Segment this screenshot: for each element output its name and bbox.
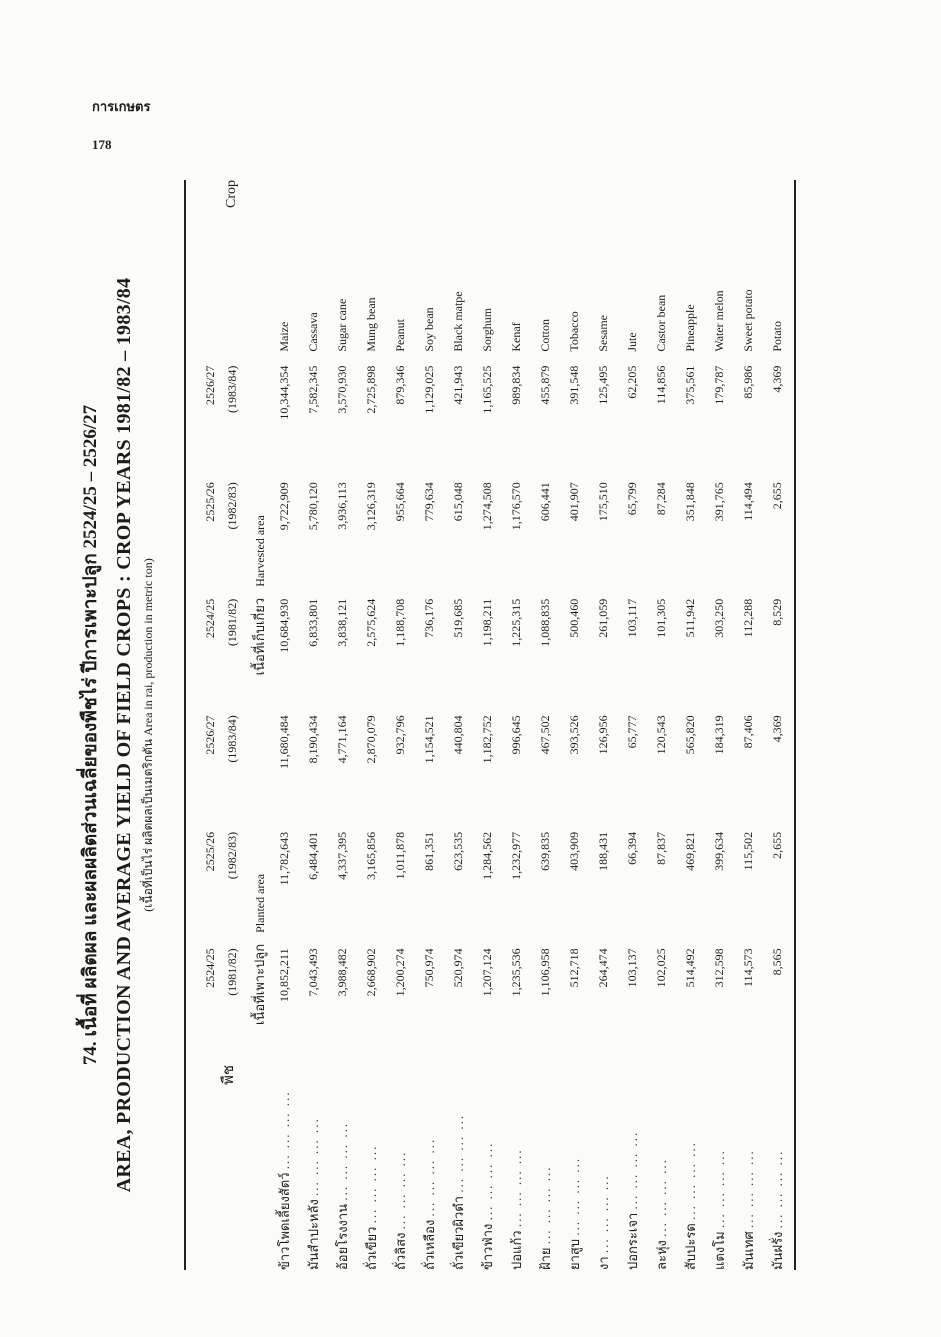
leader-dots: ... ... ... ... [509, 1148, 524, 1228]
planted-area-cell: 10,852,211 [277, 948, 291, 1002]
table-row [705, 180, 734, 1270]
crop-name-thai [502, 1065, 531, 1270]
crop-name-english: Black matpe [451, 291, 465, 352]
harvested-area-cell: 3,570,930 [335, 365, 349, 414]
harvested-area-cell: 511,942 [683, 598, 697, 638]
harvested-area-cell: 3,126,319 [364, 482, 378, 531]
harvested-area-cell: 303,250 [712, 598, 726, 638]
table-bottom-rule [794, 180, 796, 1270]
planted-area-cell: 126,956 [596, 715, 610, 755]
leader-dots: ... ... ... ... [306, 1117, 321, 1196]
harvested-label-english: Harvested area [253, 515, 267, 587]
leader-dots: ... ... ... ... [480, 1141, 495, 1221]
harvested-area-cell: 8,529 [770, 598, 784, 626]
harvested-area-cell: 1,088,835 [538, 598, 552, 647]
harvested-area-cell: 1,198,211 [480, 598, 494, 647]
crop-name-thai-text: มันฝรั่ง [770, 1231, 785, 1270]
harvested-area-cell: 736,176 [422, 598, 436, 638]
table-row [676, 180, 705, 1270]
harvested-label-thai: เนื้อที่เก็บเกี่ยว [252, 597, 267, 676]
table-row [734, 180, 763, 1270]
crop-name-thai [589, 1065, 618, 1270]
planted-area-cell: 403,909 [567, 831, 581, 871]
table-row [531, 180, 560, 1270]
harvested-area-cell: 615,048 [451, 482, 465, 522]
planted-label-english: Planted area [253, 873, 267, 933]
harvested-area-cell: 5,780,120 [306, 482, 320, 531]
crop-name-english: Cassava [306, 312, 320, 352]
harvested-area-cell: 500,460 [567, 598, 581, 638]
harvested-area-cell: 519,685 [451, 598, 465, 638]
crop-name-thai-text: ถั่วเขียว [364, 1226, 379, 1270]
crop-name-thai [763, 1065, 792, 1270]
planted-area-cell: 115,502 [741, 831, 755, 871]
crop-name-thai-text: ละหุ่ง [654, 1240, 669, 1270]
harvested-area-cell: 779,634 [422, 482, 436, 522]
harvested-area-cell: 114,494 [741, 482, 755, 521]
crop-name-thai-text: งา [596, 1256, 611, 1270]
leader-dots: ... ... ... ... [567, 1156, 582, 1236]
planted-area-cell: 861,351 [422, 831, 436, 871]
table-row [444, 180, 473, 1270]
harvested-area-cell: 351,848 [683, 482, 697, 522]
planted-area-cell: 114,573 [741, 948, 755, 987]
planted-area-cell: 514,492 [683, 948, 697, 988]
harvested-area-cell: 1,188,708 [393, 598, 407, 647]
harvested-area-cell: 7,582,345 [306, 365, 320, 414]
harvested-area-cell: 62,205 [625, 365, 639, 399]
group-label-row [240, 180, 270, 1270]
planted-area-cell: 1,182,752 [480, 715, 494, 764]
crop-name-thai [444, 1065, 473, 1270]
crop-name-thai [531, 1065, 560, 1270]
title-thai: 74. เนื้อที่ ผลิตผล และผลผลิตส่วนเฉลี่ยของพืชไร่ ปีการเพาะปลูก 2524/25 – 2526/27 [80, 404, 101, 1066]
planted-area-cell: 623,535 [451, 831, 465, 871]
planted-area-cell: 1,154,521 [422, 715, 436, 764]
planted-area-cell: 87,406 [741, 715, 755, 749]
crop-name-thai [299, 1065, 328, 1270]
leader-dots: ... ... ... ... [654, 1158, 669, 1237]
title-english: AREA, PRODUCTION AND AVERAGE YIELD OF FIELD CROPS : CROP YEARS 1981/82 – 1983/84 [113, 277, 135, 1193]
planted-area-cell: 87,837 [654, 831, 668, 865]
harvested-area-cell: 375,561 [683, 365, 697, 405]
crop-header-thai: พืช [221, 1064, 237, 1086]
planted-area-cell: 1,106,958 [538, 948, 552, 997]
planted-area-cell: 520,974 [451, 948, 465, 988]
table-row [473, 180, 502, 1270]
planted-area-cell: 4,369 [770, 715, 784, 743]
planted-area-cell: 440,804 [451, 715, 465, 755]
crop-name-thai-text: มันสำปะหลัง [306, 1199, 321, 1270]
table-row [560, 180, 589, 1270]
planted-area-cell: 264,474 [596, 948, 610, 988]
harvested-area-cell: 606,441 [538, 482, 552, 522]
harvested-area-cell: 101,305 [654, 598, 668, 638]
planted-area-cell: 66,394 [625, 831, 639, 865]
year-header-en: (1981/82) [225, 598, 239, 647]
table-row [647, 180, 676, 1270]
harvested-area-label [240, 366, 270, 716]
planted-area-cell: 1,284,562 [480, 831, 494, 880]
crop-name-english: Sesame [596, 315, 610, 352]
planted-area-cell: 2,870,079 [364, 715, 378, 764]
planted-area-cell: 3,988,482 [335, 948, 349, 997]
leader-dots: ... ... ... ... [683, 1141, 698, 1220]
planted-area-cell: 1,207,124 [480, 948, 494, 997]
crop-name-english: Jute [625, 332, 639, 352]
crop-header-english: Crop [224, 180, 239, 208]
harvested-area-cell: 401,907 [567, 482, 581, 522]
table-row [299, 180, 328, 1270]
crop-name-english: Tobacco [567, 311, 581, 352]
harvested-area-cell: 421,943 [451, 365, 465, 405]
crop-name-thai [386, 1065, 415, 1270]
crop-name-english: Kenaf [509, 322, 523, 352]
crop-name-thai-text: ข้าวฟ่าง [480, 1223, 495, 1270]
planted-area-cell: 3,165,856 [364, 831, 378, 880]
crop-name-thai-text: ข้าวโพดเลี้ยงสัตว์ [277, 1172, 292, 1270]
planted-area-cell: 11,680,484 [277, 715, 291, 769]
crop-name-thai [473, 1065, 502, 1270]
crop-name-thai-text: อ้อยโรงงาน [335, 1203, 350, 1270]
harvested-area-cell: 10,344,354 [277, 365, 291, 420]
crop-name-english: Pineapple [683, 304, 697, 352]
planted-area-cell: 6,484,401 [306, 831, 320, 880]
planted-area-cell: 120,543 [654, 715, 668, 755]
leader-dots: ... ... ... ... [770, 1149, 785, 1229]
harvested-area-cell: 391,765 [712, 482, 726, 522]
planted-area-cell: 4,337,395 [335, 831, 349, 880]
harvested-area-cell: 85,986 [741, 365, 755, 399]
harvested-area-cell: 3,838,121 [335, 598, 349, 647]
table-row [502, 180, 531, 1270]
planted-area-cell: 467,502 [538, 715, 552, 755]
harvested-area-cell: 125,495 [596, 365, 610, 405]
leader-dots: ... ... ... ... [596, 1174, 611, 1254]
year-header: 2526/27 [203, 365, 217, 406]
crop-name-thai [705, 1065, 734, 1270]
crop-name-thai-text: ปอกระเจา [625, 1212, 640, 1270]
leader-dots: ... ... ... ... [422, 1137, 437, 1217]
planted-area-cell: 8,565 [770, 948, 784, 976]
leader-dots: ... ... ... ... [335, 1121, 350, 1201]
harvested-area-cell: 87,284 [654, 482, 668, 516]
planted-area-cell: 996,645 [509, 715, 523, 755]
table-top-rule [184, 180, 186, 1270]
planted-area-cell: 932,796 [393, 715, 407, 755]
leader-dots: ... ... ... ... [538, 1165, 553, 1245]
table-row [589, 180, 618, 1270]
table-row [328, 180, 357, 1270]
crop-name-english: Sugar cane [335, 298, 349, 352]
crop-name-english: Sweet potato [741, 289, 755, 352]
crop-name-thai-text: ถั่วลิสง [393, 1232, 408, 1270]
crop-name-thai [734, 1065, 763, 1270]
section-title: การเกษตร [92, 99, 151, 114]
year-header-en: (1982/83) [225, 831, 239, 880]
harvested-area-cell: 112,288 [741, 598, 755, 638]
harvested-area-cell: 179,787 [712, 365, 726, 405]
year-header-en: (1981/82) [225, 948, 239, 996]
crop-name-english: Sorghum [480, 307, 494, 352]
harvested-area-cell: 175,510 [596, 482, 610, 522]
crop-name-thai [415, 1065, 444, 1270]
harvested-area-cell: 2,575,624 [364, 598, 378, 647]
table-row [763, 180, 792, 1270]
harvested-area-cell: 391,548 [567, 365, 581, 405]
crop-name-thai [270, 1065, 299, 1270]
title-block [72, 180, 156, 1290]
table-row [415, 180, 444, 1270]
crop-name-thai-text: มันเทศ [741, 1231, 756, 1270]
planted-area-cell: 399,634 [712, 831, 726, 871]
planted-area-cell: 2,668,902 [364, 948, 378, 997]
planted-area-cell: 565,820 [683, 715, 697, 755]
crop-name-thai-text: ถั่วเขียวผิวดำ [451, 1195, 466, 1270]
crop-name-thai-text: ถั่วเหลือง [422, 1219, 437, 1270]
planted-area-cell: 4,771,164 [335, 715, 349, 764]
planted-area-cell: 7,043,493 [306, 948, 320, 997]
harvested-area-cell: 65,799 [625, 482, 639, 516]
rotated-table-page [72, 180, 812, 1290]
crop-name-english: Water melon [712, 290, 726, 352]
year-header-en: (1983/84) [225, 365, 239, 413]
year-header-en: (1983/84) [225, 715, 239, 763]
planted-area-cell: 8,190,434 [306, 715, 320, 764]
harvested-area-cell: 955,664 [393, 482, 407, 522]
harvested-area-cell: 3,936,113 [335, 482, 349, 530]
planted-area-cell: 2,655 [770, 831, 784, 859]
year-header: 2524/25 [203, 598, 217, 639]
crop-name-thai [560, 1065, 589, 1270]
harvested-area-cell: 261,059 [596, 598, 610, 638]
leader-dots: ... ... ... ... [712, 1149, 727, 1229]
table-row [270, 180, 299, 1270]
planted-area-cell: 1,011,878 [393, 831, 407, 880]
crop-name-thai [676, 1065, 705, 1270]
crop-name-thai-text: ยาสูบ [567, 1238, 582, 1270]
units-note: (เนื้อที่เป็นไร่ ผลิตผลเป็นเมตริกตัน Area in rai, production in metric ton) [141, 558, 155, 912]
crop-name-thai [328, 1065, 357, 1270]
planted-area-cell: 312,598 [712, 948, 726, 988]
crop-name-english: Cotton [538, 319, 552, 352]
planted-area-cell: 393,526 [567, 715, 581, 755]
planted-area-cell: 1,235,536 [509, 948, 523, 997]
crop-name-thai [647, 1065, 676, 1270]
harvested-area-cell: 989,834 [509, 365, 523, 405]
harvested-area-cell: 4,369 [770, 365, 784, 393]
year-header: 2525/26 [203, 831, 217, 872]
crop-name-english: Maize [277, 321, 291, 352]
harvested-area-cell: 114,856 [654, 365, 668, 405]
table-body [196, 180, 792, 1270]
crop-name-thai [357, 1065, 386, 1270]
leader-dots: ... ... ... ... [451, 1113, 466, 1193]
planted-area-cell: 1,232,977 [509, 831, 523, 880]
crop-name-english: Potato [770, 321, 784, 352]
crop-name-english: Mung bean [364, 297, 378, 352]
table-row [618, 180, 647, 1270]
planted-area-cell: 11,782,643 [277, 831, 291, 886]
harvested-area-cell: 1,129,025 [422, 365, 436, 414]
harvested-area-cell: 10,684,930 [277, 598, 291, 653]
planted-area-cell: 102,025 [654, 948, 668, 988]
crop-name-thai-text: แตงโม [712, 1231, 727, 1270]
harvested-area-cell: 6,833,801 [306, 598, 320, 647]
planted-area-cell: 103,137 [625, 948, 639, 988]
field-crops-table [196, 180, 792, 1270]
harvested-area-cell: 879,346 [393, 365, 407, 405]
crop-name-thai-text: สับปะรด [683, 1223, 698, 1270]
crop-name-english: Castor bean [654, 294, 668, 352]
planted-label-thai: เนื้อที่เพาะปลูก [252, 943, 267, 1025]
planted-area-cell: 469,821 [683, 831, 697, 871]
planted-area-cell: 512,718 [567, 948, 581, 988]
harvested-area-cell: 9,722,909 [277, 482, 291, 531]
harvested-area-cell: 1,225,315 [509, 598, 523, 647]
harvested-area-cell: 1,165,525 [480, 365, 494, 414]
table-row [386, 180, 415, 1270]
crop-name-thai [618, 1065, 647, 1270]
harvested-area-cell: 455,879 [538, 365, 552, 405]
year-header: 2525/26 [203, 482, 217, 522]
year-header-en: (1982/83) [225, 482, 239, 530]
crop-name-thai-text: ปอแก้ว [509, 1230, 524, 1270]
leader-dots: ... ... ... ... [364, 1144, 379, 1224]
crop-name-english: Peanut [393, 319, 407, 352]
harvested-area-cell: 2,655 [770, 482, 784, 510]
table-row [357, 180, 386, 1270]
leader-dots: ... ... ... ... [741, 1149, 756, 1229]
planted-area-cell: 184,319 [712, 715, 726, 755]
planted-area-cell: 65,777 [625, 715, 639, 749]
harvested-area-cell: 1,274,508 [480, 482, 494, 531]
harvested-area-cell: 103,117 [625, 598, 639, 638]
harvested-area-cell: 1,176,570 [509, 482, 523, 531]
crop-name-english: Soy bean [422, 307, 436, 352]
planted-area-cell: 639,835 [538, 831, 552, 871]
planted-area-cell: 188,431 [596, 831, 610, 871]
page-number: 178 [92, 137, 112, 152]
harvested-area-cell: 2,725,898 [364, 365, 378, 414]
planted-area-cell: 1,200,274 [393, 948, 407, 997]
year-header: 2524/25 [203, 948, 217, 988]
year-header: 2526/27 [203, 715, 217, 755]
planted-area-cell: 750,974 [422, 948, 436, 988]
year-header-row [196, 180, 218, 1270]
leader-dots: ... ... ... ... [277, 1090, 292, 1170]
crop-name-thai-text: ฝ้าย [538, 1247, 553, 1270]
leader-dots: ... ... ... ... [625, 1130, 640, 1210]
planted-area-label [240, 715, 270, 1065]
leader-dots: ... ... ... ... [393, 1150, 408, 1230]
page-header [92, 98, 150, 154]
